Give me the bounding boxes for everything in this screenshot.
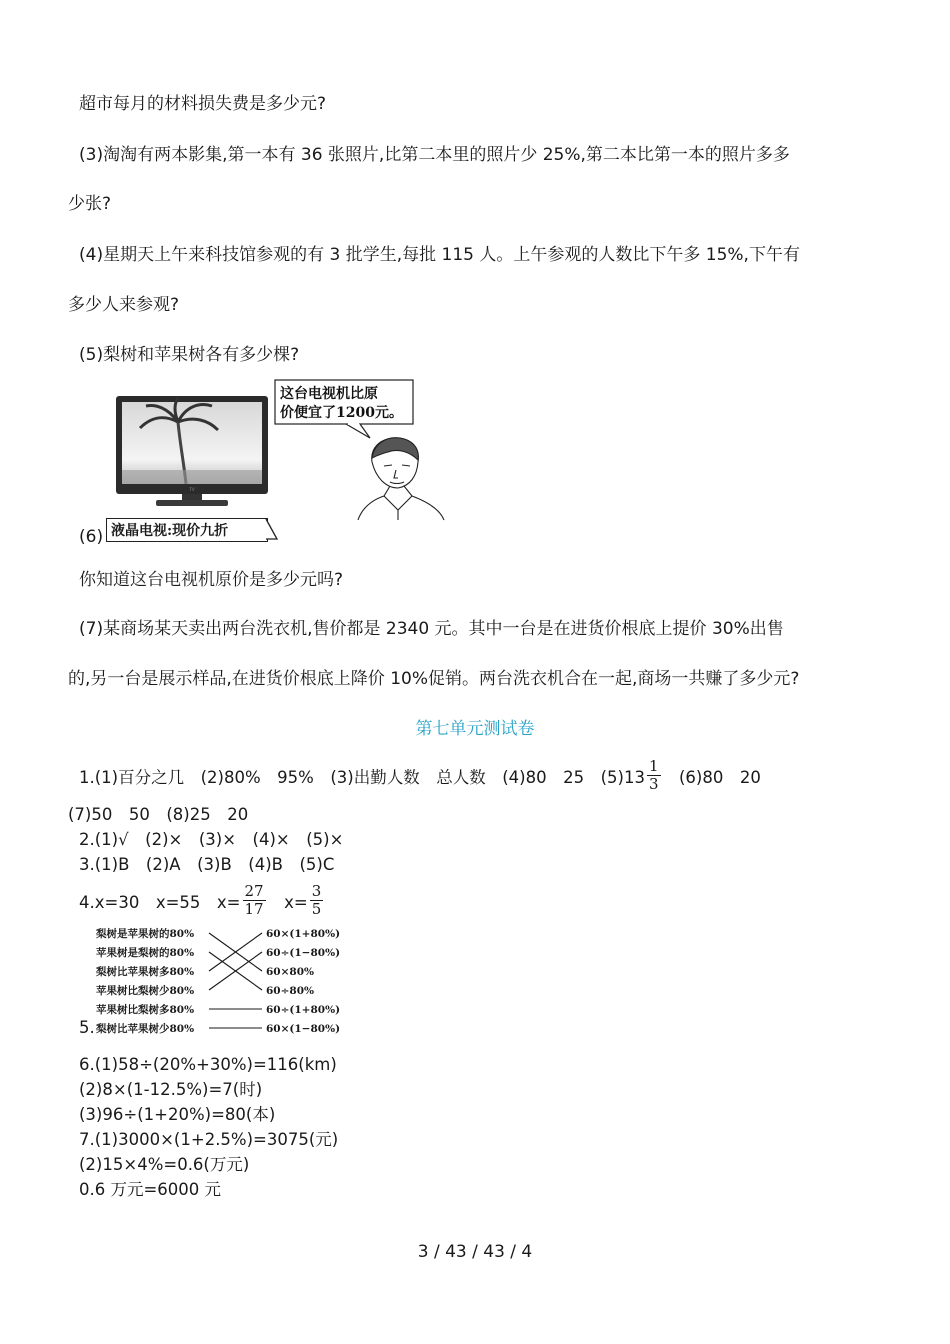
fraction-denominator: 5 — [311, 900, 322, 918]
fraction-denominator: 3 — [648, 775, 659, 793]
fraction-numerator: 1 — [648, 757, 659, 775]
answer-7-3: 0.6 万元=6000 元 — [79, 1180, 222, 1199]
question-3: (3)淘淘有两本影集,第一本有 36 张照片,比第二本里的照片少 25%,第二本比第一本的照片多多 — [79, 145, 790, 165]
match-left-4: 苹果树比梨树少80% — [96, 985, 195, 997]
answer-4-part1: 4.x=30 x=55 x= — [79, 893, 241, 912]
question-5: (5)梨树和苹果树各有多少棵? — [79, 345, 300, 365]
match-right-6: 60×(1−80%) — [266, 1023, 341, 1035]
match-right-3: 60×80% — [266, 966, 314, 978]
question-7-cont: 的,另一台是展示样品,在进货价根底上降价 10%促销。两台洗衣机合在一起,商场一共赚了多少元? — [68, 669, 800, 689]
question-4: (4)星期天上午来科技馆参观的有 3 批学生,每批 115 人。上午参观的人数比下午多 15%,下午有 — [79, 245, 800, 265]
match-right-5: 60÷(1+80%) — [266, 1004, 341, 1016]
question-7: (7)某商场某天卖出两台洗衣机,售价都是 2340 元。其中一台是在进货价根底上提价 30%出售 — [79, 619, 784, 639]
answer-5-label: 5. — [79, 1018, 95, 1037]
match-left-2: 苹果树是梨树的80% — [96, 947, 195, 959]
answer-3: 3.(1)B (2)A (3)B (4)B (5)C — [79, 855, 335, 874]
answer-4-fraction-2 — [310, 883, 324, 918]
answer-2: 2.(1)√ (2)× (3)× (4)× (5)× — [79, 830, 344, 849]
answer-1-text: 1.(1)百分之几 (2)80% 95% (3)出勤人数 总人数 (4)80 25 (5)13 — [79, 768, 645, 787]
answer-4 — [79, 882, 325, 918]
fraction-denominator: 17 — [244, 900, 264, 918]
price-tag-text: 液晶电视:现价九折 — [111, 523, 229, 539]
match-right-4: 60÷80% — [266, 985, 314, 997]
answer-4-fraction-1 — [243, 883, 266, 918]
answer-7-2: (2)15×4%=0.6(万元) — [79, 1155, 250, 1174]
match-left-5: 苹果树比梨树多80% — [96, 1004, 195, 1016]
question-6-label: (6) — [79, 527, 104, 547]
man-figure — [358, 438, 444, 520]
price-tag — [106, 518, 268, 542]
page-number: 3 / 43 / 43 / 4 — [417, 1242, 533, 1262]
question-3-cont: 少张? — [68, 194, 112, 214]
match-left-3: 梨树比苹果树多80% — [96, 966, 195, 978]
speech-line-2: 价便宜了1200元。 — [280, 405, 403, 421]
svg-text:TV: TV — [189, 487, 195, 492]
answer-6-3: (3)96÷(1+20%)=80(本) — [79, 1105, 276, 1124]
fraction-numerator: 27 — [244, 882, 264, 900]
answer-6-1: 6.(1)58÷(20%+30%)=116(km) — [79, 1055, 337, 1074]
answer-1-fraction — [647, 758, 661, 793]
fraction-numerator: 3 — [311, 882, 322, 900]
question-line: 超市每月的材料损失费是多少元? — [79, 94, 327, 114]
tv-illustration — [108, 374, 468, 524]
answer-7-1: 7.(1)3000×(1+2.5%)=3075(元) — [79, 1130, 339, 1149]
price-tag-tail — [264, 516, 280, 544]
answer-1 — [79, 757, 761, 793]
answer-4-part2: x= — [284, 893, 308, 912]
match-left-6: 梨树比苹果树少80% — [96, 1023, 195, 1035]
speech-line-1: 这台电视机比原 — [280, 386, 378, 402]
match-left-1: 梨树是苹果树的80% — [96, 928, 195, 940]
answer-1-cont: (7)50 50 (8)25 20 — [68, 805, 249, 824]
match-right-2: 60÷(1−80%) — [266, 947, 341, 959]
question-6-text: 你知道这台电视机原价是多少元吗? — [79, 570, 344, 590]
question-4-cont: 多少人来参观? — [68, 295, 180, 315]
match-right-1: 60×(1+80%) — [266, 928, 341, 940]
answer-1-tail: (6)80 20 — [679, 768, 761, 787]
section-title: 第七单元测试卷 — [415, 719, 535, 739]
answer-6-2: (2)8×(1-12.5%)=7(时) — [79, 1080, 263, 1099]
matching-diagram — [94, 924, 344, 1040]
